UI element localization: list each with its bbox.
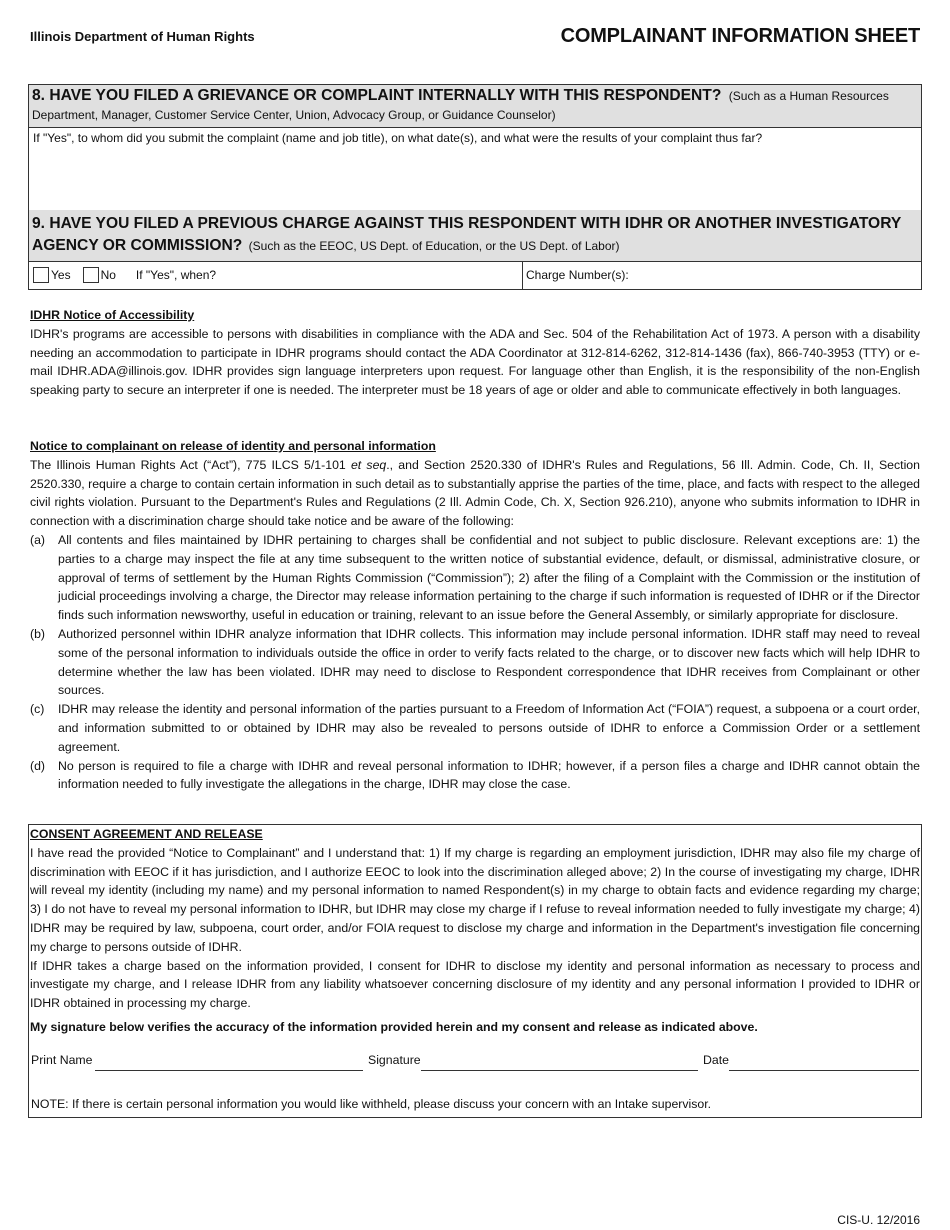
signature-line[interactable]	[421, 1070, 698, 1071]
notice-item-a: (a) All contents and files maintained by IDHR pertaining to charges shall be confidential and not subject to public disclosure. Relevant exceptions are: 1) the parties to a charge may inspect the file at any time subsequent to the written notice of substantial evidence, default, or dismissal, administrative closure, or approval of terms of settlement by the Human Rights Commission (“Commission”); 2) after the filing of a Complaint with the Commission or the institution of judicial proceedings involving a charge, the Director may release information pertaining to the charge if such information is requested of IDHR or if the Director finds such information newsworthy, useful in education or training, relevant to an issue before the General Assembly, or similarly appropriate for disclosure.	[30, 532, 920, 623]
question-8-header	[29, 85, 921, 127]
question-8-hint-line2: Department, Manager, Customer Service Center, Union, Advocacy Group, or Guidance Counselor)	[32, 108, 556, 122]
date-label: Date	[703, 1053, 729, 1067]
form-id: CIS-U. 12/2016	[837, 1213, 920, 1227]
when-label: If "Yes", when?	[135, 268, 217, 283]
when-field[interactable]	[136, 266, 216, 285]
signature-row	[31, 1051, 919, 1071]
agency-name: Illinois Department of Human Rights	[30, 29, 255, 44]
notice-item-c: (c) IDHR may release the identity and personal information of the parties pursuant to a Freedom of Information Act (“FOIA”) request, a subpoena or a court order, and information submitted to or obtained by IDHR may also be revealed to persons outside of IDHR to enforce a Commission Order or a settlement agreement.	[30, 702, 920, 754]
question-9-options	[29, 262, 523, 289]
question-9-heading-line2: AGENCY OR COMMISSION?	[32, 237, 243, 254]
no-label: No	[100, 268, 116, 283]
question-9-answer-row	[29, 261, 921, 289]
yes-checkbox[interactable]	[33, 267, 49, 283]
accessibility-heading: IDHR Notice of Accessibility	[30, 308, 195, 322]
notice-item-b: (b) Authorized personnel within IDHR analyze information that IDHR collects. This information may include personal information. IDHR staff may need to reveal some of the personal information to individuals outside the office in order to verify facts related to the charge, or to discover new facts which will help IDHR to determine whether the law has been violated. IDHR may need to disclose to Respondent correspondence that IDHR receives from Complainant or other sources.	[30, 626, 920, 698]
question-8-answer-area[interactable]	[29, 127, 921, 212]
print-name-line[interactable]	[95, 1070, 363, 1071]
page-title: COMPLAINANT INFORMATION SHEET	[560, 25, 920, 47]
charge-number-label: Charge Number(s):	[526, 268, 629, 283]
accessibility-notice	[30, 306, 920, 400]
question-8-prompt: If "Yes", to whom did you submit the complaint (name and job title), on what date(s), and what were the results of your complaint thus far?	[33, 131, 763, 145]
signature-verification-text: My signature below verifies the accuracy of the information provided herein and my consent and release as indicated above.	[30, 1019, 758, 1034]
question-9-hint: (Such as the EEOC, US Dept. of Education, or the US Dept. of Labor)	[248, 239, 620, 253]
print-name-label: Print Name	[31, 1053, 93, 1067]
accessibility-body: IDHR's programs are accessible to persons with disabilities in compliance with the ADA and Sec. 504 of the Rehabilitation Act of 1973. A person with a disability needing an accommodation to participate in IDHR programs should contact the ADA Coordinator at 312-814-6262, 312-814-1436 (fax), 866-740-3953 (TTY) or e-mail IDHR.ADA@illinois.gov. IDHR provides sign language interpreters upon request. For language other than English, it is the responsibility of the non-English speaking party to secure an interpreter if one is needed. The interpreter must be 18 years of age or older and able to communicate effectively in both languages.	[30, 326, 920, 398]
consent-heading: CONSENT AGREEMENT AND RELEASE	[30, 827, 263, 841]
notice-item-d: (d) No person is required to file a charge with IDHR and reveal personal information to IDHR; however, if a person files a charge and IDHR cannot obtain the information needed to fully investigate the allegations in the charge, IDHR may close the case.	[30, 758, 920, 792]
consent-paragraph-1: I have read the provided “Notice to Complainant” and I understand that: 1) If my charge is regarding an employment jurisdiction, IDHR may also file my charge of discrimination with EEOC if it has jurisdiction, and I authorize EEOC to look into the discrimination alleged above; 2) In the course of investigating my charge, IDHR will reveal my identity (including my name) and my personal information to named Respondent(s) in my charge to obtain facts and evidence regarding my charge; 3) I do not have to reveal my personal information to IDHR, but IDHR may close my charge if I refuse to reveal information needed to fully investigate my charge; 4) IDHR may be required by law, subpoena, court order, and/or FOIA request to disclose my charge and information in the Department's investigation file concerning my charge to persons outside of IDHR.	[30, 845, 920, 954]
question-9-heading-line1: 9. HAVE YOU FILED A PREVIOUS CHARGE AGAINST THIS RESPONDENT WITH IDHR OR ANOTHER INVESTIGATORY	[32, 215, 902, 232]
no-option[interactable]	[83, 266, 116, 285]
signature-label: Signature	[368, 1053, 421, 1067]
yes-option[interactable]	[33, 266, 71, 285]
consent-paragraph-2: If IDHR takes a charge based on the information provided, I consent for IDHR to disclose my identity and personal information as necessary to process and investigate my charge, and I release IDHR from any liability whatsoever concerning disclosure of my identity and any personal information I provided to IDHR or IDHR obtained in processing my charge.	[30, 958, 920, 1011]
charge-number-field[interactable]	[523, 262, 921, 289]
question-9-section	[28, 210, 922, 290]
no-checkbox[interactable]	[83, 267, 99, 283]
release-notice	[30, 437, 920, 794]
release-notice-intro: The Illinois Human Rights Act (“Act”), 775 ILCS 5/1-101 et seq., and Section 2520.330 of IDHR's Rules and Regulations, 56 Ill. Admin. Code, Ch. II, Section 2520.330, require a charge to contain certain information in such detail as to substantially apprise the parties of the time, place, and facts with respect to the alleged civil rights violation. Pursuant to the Department's Rules and Regulations (2 Ill. Admin Code, Ch. X, Section 926.210), anyone who submits information to IDHR in connection with a discrimination charge should take notice and be aware of the following:	[30, 457, 920, 529]
yes-label: Yes	[51, 268, 71, 283]
consent-section	[28, 824, 922, 1118]
question-8-section	[28, 84, 922, 213]
question-9-header	[29, 210, 921, 261]
question-8-heading: 8. HAVE YOU FILED A GRIEVANCE OR COMPLAINT INTERNALLY WITH THIS RESPONDENT?	[32, 87, 722, 104]
date-line[interactable]	[729, 1070, 919, 1071]
release-notice-heading: Notice to complainant on release of identity and personal information	[30, 439, 436, 453]
withheld-info-note: NOTE: If there is certain personal information you would like withheld, please discuss your concern with an Intake supervisor.	[31, 1097, 712, 1111]
question-8-hint-line1: (Such as a Human Resources	[728, 89, 889, 103]
